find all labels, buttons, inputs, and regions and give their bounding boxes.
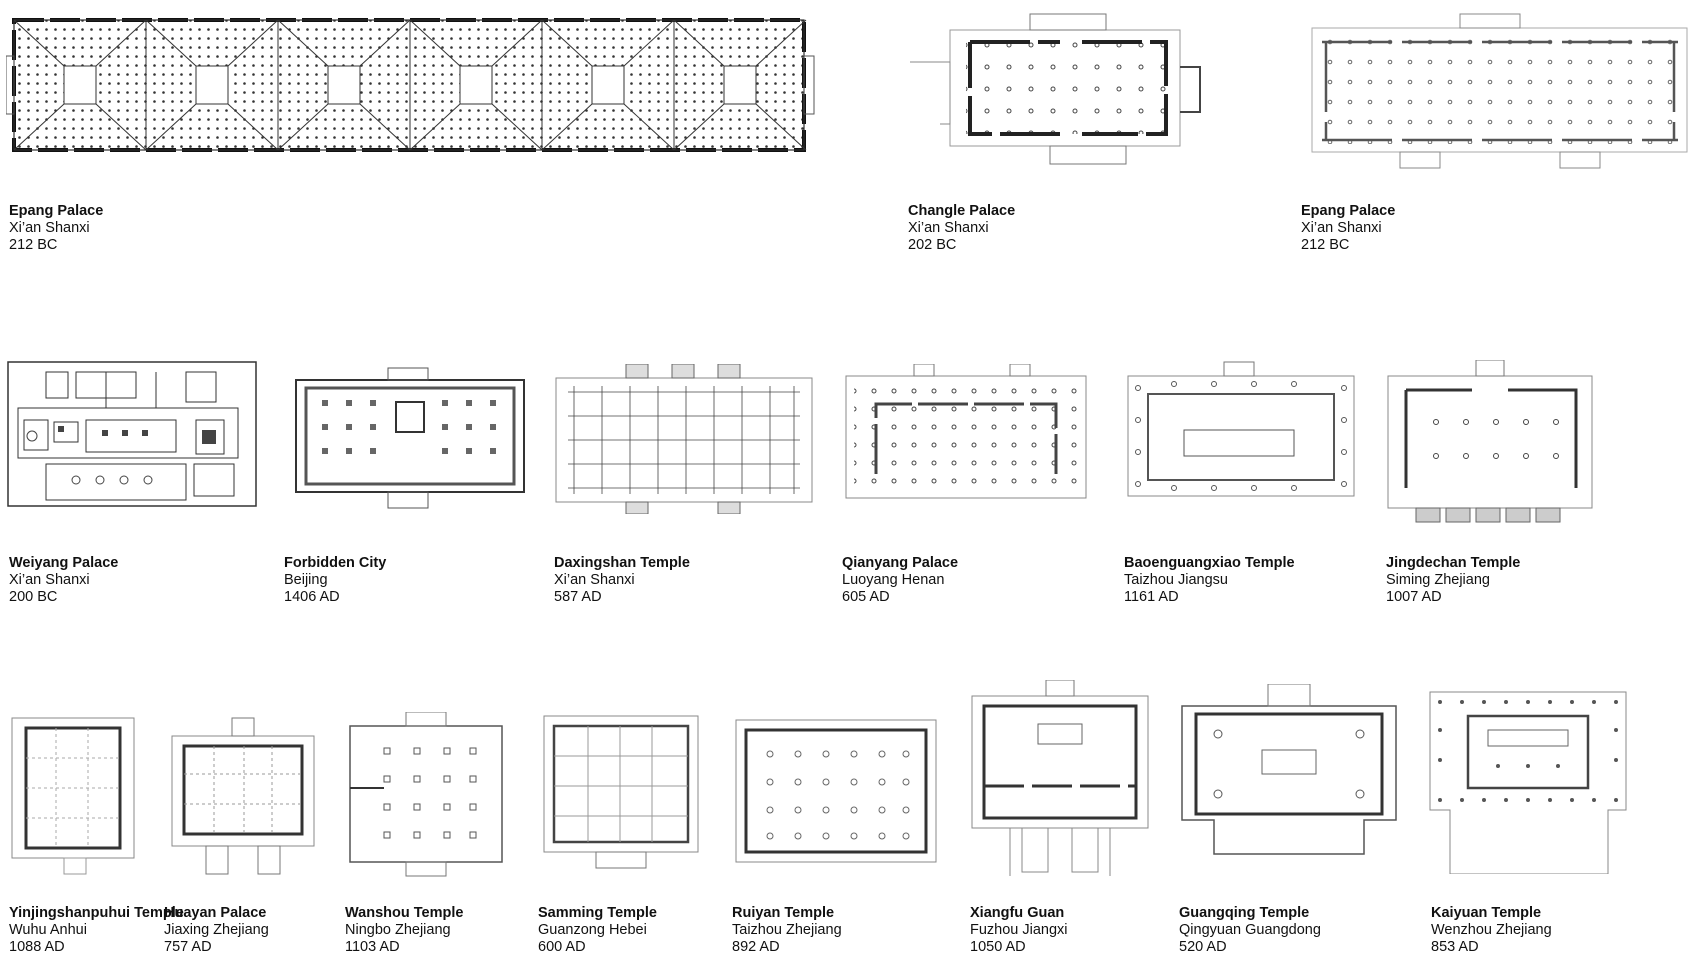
plan-wanshou-temple — [346, 712, 506, 878]
caption-date: 1050 AD — [970, 939, 1026, 955]
caption-name: Kaiyuan Temple — [1431, 905, 1542, 921]
caption-date: 757 AD — [164, 939, 212, 955]
caption-wanshou-temple — [345, 905, 463, 956]
caption-name: Epang Palace — [1301, 203, 1396, 219]
caption-location: Xi’an Shanxi — [554, 572, 635, 588]
caption-location: Wenzhou Zhejiang — [1431, 922, 1552, 938]
caption-location: Qingyuan Guangdong — [1179, 922, 1321, 938]
caption-location: Guanzong Hebei — [538, 922, 647, 938]
caption-name: Huayan Palace — [164, 905, 267, 921]
plan-forbidden-city — [292, 364, 528, 512]
caption-location: Xi’an Shanxi — [9, 572, 90, 588]
caption-name: Daxingshan Temple — [554, 555, 690, 571]
caption-location: Fuzhou Jiangxi — [970, 922, 1068, 938]
caption-location: Beijing — [284, 572, 328, 588]
caption-name: Qianyang Palace — [842, 555, 959, 571]
caption-date: 600 AD — [538, 939, 586, 955]
caption-date: 200 BC — [9, 589, 58, 605]
caption-guangqing-temple — [1179, 905, 1321, 956]
caption-forbidden-city — [284, 555, 386, 606]
caption-location: Jiaxing Zhejiang — [164, 922, 269, 938]
caption-date: 892 AD — [732, 939, 780, 955]
caption-daxingshan-temple — [554, 555, 690, 606]
caption-name: Forbidden City — [284, 555, 387, 571]
caption-baoenguangxiao-temple — [1124, 555, 1295, 606]
caption-location: Taizhou Jiangsu — [1124, 572, 1228, 588]
caption-location: Xi’an Shanxi — [908, 220, 989, 236]
caption-location: Wuhu Anhui — [9, 922, 87, 938]
caption-date: 605 AD — [842, 589, 890, 605]
caption-name: Epang Palace — [9, 203, 104, 219]
caption-date: 212 BC — [1301, 237, 1350, 253]
caption-date: 1103 AD — [345, 939, 400, 955]
plan-jingdechan-temple — [1382, 360, 1598, 526]
caption-date: 1007 AD — [1386, 589, 1442, 605]
caption-qianyang-palace — [842, 555, 958, 606]
caption-huayan-palace — [164, 905, 269, 956]
caption-name: Wanshou Temple — [345, 905, 464, 921]
caption-location: Luoyang Henan — [842, 572, 945, 588]
caption-yinjingshanpuhui-temple — [9, 905, 184, 956]
caption-epang-palace — [1301, 203, 1395, 254]
plan-daxingshan-temple — [554, 364, 814, 514]
plan-changle-palace — [910, 12, 1230, 172]
plan-samming-temple — [540, 712, 702, 872]
plan-weiyang-palace — [6, 360, 258, 508]
caption-name: Ruiyan Temple — [732, 905, 835, 921]
plan-xiangfu-guan — [970, 680, 1150, 876]
plan-huayan-palace — [168, 712, 318, 878]
caption-name: Weiyang Palace — [9, 555, 119, 571]
caption-date: 520 AD — [1179, 939, 1227, 955]
plan-guangqing-temple — [1178, 684, 1400, 868]
caption-date: 212 BC — [9, 237, 58, 253]
plan-yinjingshanpuhui-temple — [8, 712, 138, 878]
plan-baoenguangxiao-temple — [1124, 360, 1358, 510]
caption-date: 853 AD — [1431, 939, 1479, 955]
caption-location: Ningbo Zhejiang — [345, 922, 451, 938]
caption-location: Xi’an Shanxi — [9, 220, 90, 236]
caption-epang-palace-long — [9, 203, 103, 254]
caption-date: 1088 AD — [9, 939, 65, 955]
caption-ruiyan-temple — [732, 905, 842, 956]
caption-location: Taizhou Zhejiang — [732, 922, 842, 938]
caption-changle-palace — [908, 203, 1015, 254]
plan-epang-palace — [1300, 12, 1700, 172]
caption-name: Jingdechan Temple — [1386, 555, 1521, 571]
caption-date: 587 AD — [554, 589, 602, 605]
caption-jingdechan-temple — [1386, 555, 1520, 606]
caption-kaiyuan-temple — [1431, 905, 1552, 956]
caption-name: Yinjingshanpuhui Temple — [9, 905, 184, 921]
caption-location: Xi’an Shanxi — [1301, 220, 1382, 236]
plan-ruiyan-temple — [734, 716, 938, 866]
caption-name: Guangqing Temple — [1179, 905, 1310, 921]
caption-date: 202 BC — [908, 237, 957, 253]
caption-xiangfu-guan — [970, 905, 1068, 956]
caption-location: Siming Zhejiang — [1386, 572, 1490, 588]
caption-samming-temple — [538, 905, 657, 956]
plan-kaiyuan-temple — [1428, 690, 1628, 874]
caption-name: Samming Temple — [538, 905, 657, 921]
caption-date: 1161 AD — [1124, 589, 1179, 605]
caption-name: Baoenguangxiao Temple — [1124, 555, 1295, 571]
caption-date: 1406 AD — [284, 589, 340, 605]
plan-epang-palace-long — [6, 16, 818, 154]
caption-name: Xiangfu Guan — [970, 905, 1065, 921]
caption-weiyang-palace — [9, 555, 118, 606]
caption-name: Changle Palace — [908, 203, 1016, 219]
plan-qianyang-palace — [844, 364, 1088, 514]
